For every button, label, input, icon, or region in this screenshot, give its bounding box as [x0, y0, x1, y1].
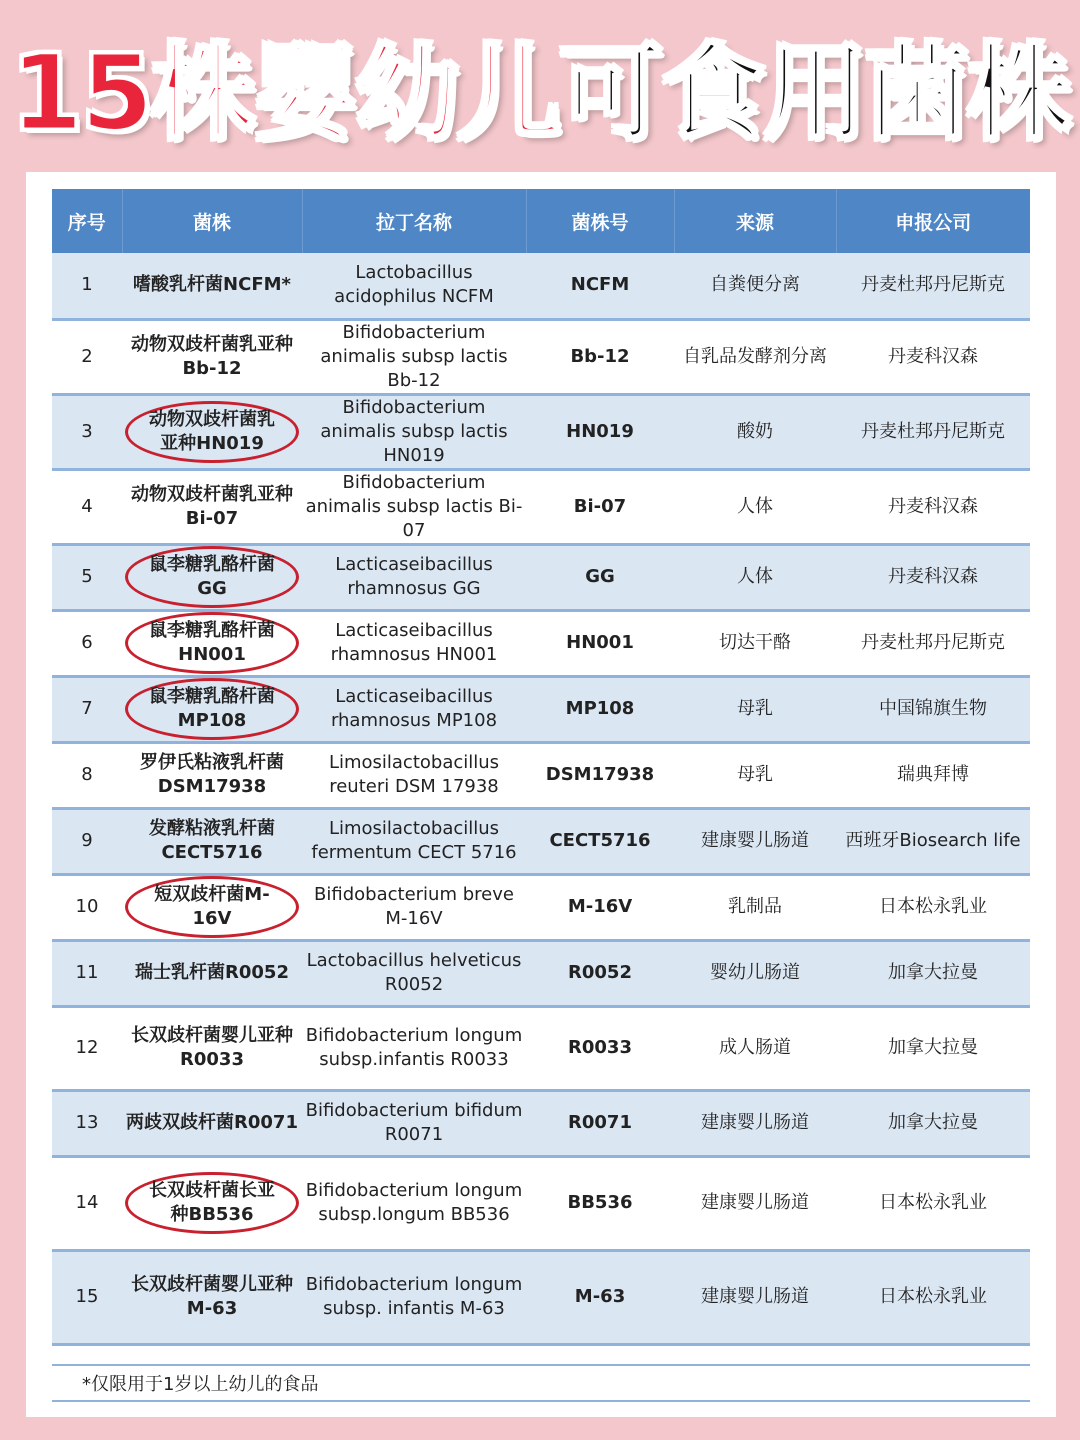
strain-latin-name: Lacticaseibacillus rhamnosus GG — [302, 544, 526, 610]
declaring-company: 日本松永乳业 — [836, 1250, 1030, 1344]
strain-code: R0033 — [526, 1006, 674, 1090]
strain-latin-name: Lactobacillus helveticus R0052 — [302, 940, 526, 1006]
column-header: 菌株号 — [526, 189, 674, 253]
footnote: *仅限用于1岁以上幼儿的食品 — [52, 1364, 1030, 1402]
strain-chinese-name: 长双歧杆菌婴儿亚种M-63 — [122, 1250, 302, 1344]
strain-source: 建康婴儿肠道 — [674, 1156, 836, 1250]
row-number: 11 — [52, 940, 122, 1006]
strain-latin-name: Bifidobacterium animalis subsp lactis HN019 — [302, 394, 526, 469]
table-row — [52, 253, 1030, 319]
row-number: 13 — [52, 1090, 122, 1156]
row-number: 9 — [52, 808, 122, 874]
strain-latin-name: Bifidobacterium longum subsp.infantis R0033 — [302, 1006, 526, 1090]
row-number: 7 — [52, 676, 122, 742]
strain-chinese-name — [122, 544, 302, 610]
table-row — [52, 319, 1030, 394]
row-number: 3 — [52, 394, 122, 469]
highlight-circle: 长双歧杆菌长亚种BB536 — [125, 1172, 299, 1234]
strain-code: Bi-07 — [526, 469, 674, 544]
table-header-row — [52, 189, 1030, 253]
table-row — [52, 874, 1030, 940]
table-row — [52, 1250, 1030, 1344]
strain-chinese-name — [122, 874, 302, 940]
row-number: 15 — [52, 1250, 122, 1344]
strain-chinese-name: 动物双歧杆菌乳亚种 Bb-12 — [122, 319, 302, 394]
table-row — [52, 940, 1030, 1006]
table-body — [52, 253, 1030, 1344]
table-row — [52, 394, 1030, 469]
strain-latin-name: Lacticaseibacillus rhamnosus MP108 — [302, 676, 526, 742]
highlight-circle: 短双歧杆菌M-16V — [125, 876, 299, 938]
row-number: 2 — [52, 319, 122, 394]
highlight-circle: 鼠李糖乳酪杆菌MP108 — [125, 678, 299, 740]
strain-chinese-name — [122, 1156, 302, 1250]
table-row — [52, 1006, 1030, 1090]
strain-source: 自粪便分离 — [674, 253, 836, 319]
table-row — [52, 1090, 1030, 1156]
strain-source: 建康婴儿肠道 — [674, 808, 836, 874]
strain-code: M-63 — [526, 1250, 674, 1344]
strain-code: R0071 — [526, 1090, 674, 1156]
strain-code: NCFM — [526, 253, 674, 319]
strain-chinese-name — [122, 676, 302, 742]
row-number: 5 — [52, 544, 122, 610]
strain-source: 建康婴儿肠道 — [674, 1090, 836, 1156]
strain-source: 成人肠道 — [674, 1006, 836, 1090]
declaring-company: 瑞典拜博 — [836, 742, 1030, 808]
declaring-company: 加拿大拉曼 — [836, 1006, 1030, 1090]
strain-latin-name: Limosilactobacillus fermentum CECT 5716 — [302, 808, 526, 874]
table-row — [52, 808, 1030, 874]
strain-source: 酸奶 — [674, 394, 836, 469]
strain-code: BB536 — [526, 1156, 674, 1250]
declaring-company: 丹麦科汉森 — [836, 319, 1030, 394]
row-number: 14 — [52, 1156, 122, 1250]
declaring-company: 加拿大拉曼 — [836, 940, 1030, 1006]
highlight-circle: 鼠李糖乳酪杆菌HN001 — [125, 612, 299, 674]
declaring-company: 日本松永乳业 — [836, 874, 1030, 940]
strain-source: 人体 — [674, 544, 836, 610]
column-header: 菌株 — [122, 189, 302, 253]
title-part-red: 15株婴幼儿 — [10, 32, 560, 154]
strain-code: R0052 — [526, 940, 674, 1006]
strain-code: M-16V — [526, 874, 674, 940]
declaring-company: 西班牙Biosearch life — [836, 808, 1030, 874]
declaring-company: 丹麦杜邦丹尼斯克 — [836, 610, 1030, 676]
table-row — [52, 544, 1030, 610]
column-header: 序号 — [52, 189, 122, 253]
strain-latin-name: Bifidobacterium animalis subsp lactis Bb-12 — [302, 319, 526, 394]
strain-source: 切达干酪 — [674, 610, 836, 676]
row-number: 12 — [52, 1006, 122, 1090]
strain-latin-name: Lacticaseibacillus rhamnosus HN001 — [302, 610, 526, 676]
strain-latin-name: Bifidobacterium breve M-16V — [302, 874, 526, 940]
highlight-circle: 鼠李糖乳酪杆菌GG — [125, 546, 299, 608]
strain-latin-name: Bifidobacterium bifidum R0071 — [302, 1090, 526, 1156]
column-header: 拉丁名称 — [302, 189, 526, 253]
strain-chinese-name: 罗伊氏粘液乳杆菌DSM17938 — [122, 742, 302, 808]
strain-chinese-name: 两歧双歧杆菌R0071 — [122, 1090, 302, 1156]
table-row — [52, 1156, 1030, 1250]
strain-latin-name: Bifidobacterium longum subsp. infantis M-63 — [302, 1250, 526, 1344]
strain-chinese-name — [122, 394, 302, 469]
column-header: 申报公司 — [836, 189, 1030, 253]
declaring-company: 丹麦科汉森 — [836, 544, 1030, 610]
strain-source: 建康婴儿肠道 — [674, 1250, 836, 1344]
strain-source: 婴幼儿肠道 — [674, 940, 836, 1006]
strain-source: 乳制品 — [674, 874, 836, 940]
strain-source: 母乳 — [674, 742, 836, 808]
strain-chinese-name: 嗜酸乳杆菌NCFM* — [122, 253, 302, 319]
table-row — [52, 742, 1030, 808]
strain-chinese-name: 瑞士乳杆菌R0052 — [122, 940, 302, 1006]
table-row — [52, 610, 1030, 676]
highlight-circle: 动物双歧杆菌乳亚种HN019 — [125, 401, 299, 463]
strain-code: HN019 — [526, 394, 674, 469]
strain-chinese-name: 长双歧杆菌婴儿亚种 R0033 — [122, 1006, 302, 1090]
strain-latin-name: Limosilactobacillus reuteri DSM 17938 — [302, 742, 526, 808]
strain-chinese-name: 发酵粘液乳杆菌CECT5716 — [122, 808, 302, 874]
strain-table-card — [26, 172, 1056, 1417]
strain-chinese-name: 动物双歧杆菌乳亚种Bi-07 — [122, 469, 302, 544]
row-number: 1 — [52, 253, 122, 319]
table-row — [52, 469, 1030, 544]
strain-source: 人体 — [674, 469, 836, 544]
strain-source: 自乳品发酵剂分离 — [674, 319, 836, 394]
row-number: 10 — [52, 874, 122, 940]
declaring-company: 丹麦杜邦丹尼斯克 — [836, 253, 1030, 319]
declaring-company: 丹麦科汉森 — [836, 469, 1030, 544]
row-number: 6 — [52, 610, 122, 676]
declaring-company: 丹麦杜邦丹尼斯克 — [836, 394, 1030, 469]
strain-latin-name: Lactobacillus acidophilus NCFM — [302, 253, 526, 319]
strain-chinese-name — [122, 610, 302, 676]
title-part-black: 可食用菌株 — [559, 32, 1070, 154]
strain-code: MP108 — [526, 676, 674, 742]
strain-code: GG — [526, 544, 674, 610]
declaring-company: 日本松永乳业 — [836, 1156, 1030, 1250]
strain-code: CECT5716 — [526, 808, 674, 874]
strain-latin-name: Bifidobacterium animalis subsp lactis Bi-07 — [302, 469, 526, 544]
page-title — [0, 28, 1080, 158]
strain-latin-name: Bifidobacterium longum subsp.longum BB536 — [302, 1156, 526, 1250]
strain-code: HN001 — [526, 610, 674, 676]
declaring-company: 加拿大拉曼 — [836, 1090, 1030, 1156]
strain-code: DSM17938 — [526, 742, 674, 808]
table-row — [52, 676, 1030, 742]
strain-table — [52, 189, 1030, 1346]
column-header: 来源 — [674, 189, 836, 253]
row-number: 8 — [52, 742, 122, 808]
strain-source: 母乳 — [674, 676, 836, 742]
strain-code: Bb-12 — [526, 319, 674, 394]
row-number: 4 — [52, 469, 122, 544]
declaring-company: 中国锦旗生物 — [836, 676, 1030, 742]
